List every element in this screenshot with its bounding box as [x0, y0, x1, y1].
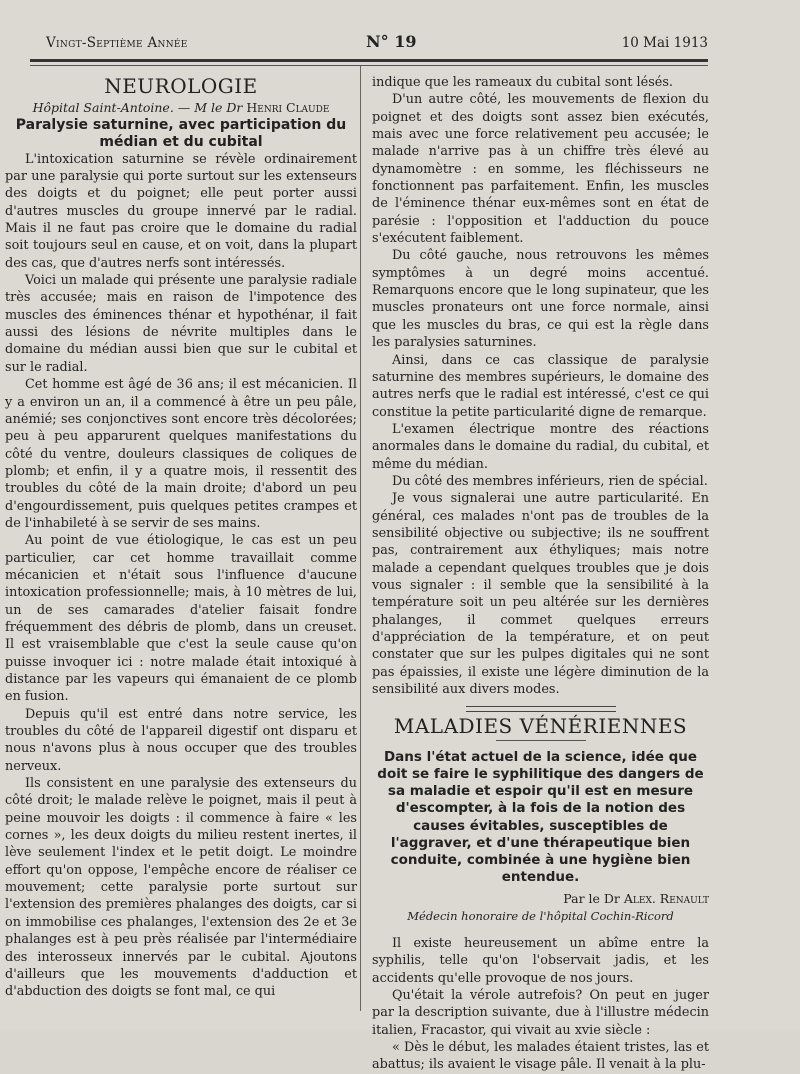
- article-title: Dans l'état actuel de la science, idée que doit se faire le syphilitique des dangers de sa maladie et espoir qu'il est en mesure d'escompter, à la fois de la notion des causes évitables, susceptibles de l'aggraver, et d'une thérapeutique bien conduite, combinée à une hygiène bien entendue.: [377, 748, 704, 886]
- volume-label: Vingt-Septième Année: [46, 35, 188, 51]
- paragraph: Ainsi, dans ce cas classique de paralysie saturnine des membres supérieurs, le domaine des autres nerfs que le radial est intéressé, c'est ce qui constitue la petite particularité digne de remarque.: [372, 352, 709, 420]
- paragraph: indique que les rameaux du cubital sont lésés.: [372, 75, 673, 90]
- paragraph: L'examen électrique montre des réactions anormales dans le domaine du radial, du cubital, et même du médian.: [372, 421, 709, 472]
- author-prefix: Par le Dr: [563, 891, 624, 907]
- paragraph: Du côté des membres inférieurs, rien de spécial.: [392, 473, 708, 489]
- article-title: Paralysie saturnine, avec participation du médian et du cubital: [15, 116, 347, 150]
- article-byline: [5, 99, 357, 116]
- author-name: Alex. Renault: [623, 891, 709, 907]
- section-separator: [466, 706, 616, 712]
- paragraph: D'un autre côté, les mouvements de flexion du poignet et des doigts sont assez bien exécutés, mais avec une force relativement peu accusée; le malade n'arrive pas à un chiffre très élevé au dynamomètre : en somme, les fléchisseurs ne fonctionnent pas parfaitement. Enfin, les muscles de l'éminence thénar eux-mêmes sont en état de parésie : l'opposition et l'adduction du pouce s'exécutent faiblement.: [372, 92, 709, 247]
- article-author: [372, 890, 709, 907]
- paragraph: Je vous signalerai une autre particularité. En général, ces malades n'ont pas de troubles de la sensibilité objective ou subjective; ils ne souffrent pas, contrairement aux éthyliques; mais notre malade a cependant quelques troubles que je dois vous signaler : il semble que la sensibilité à la température soit un peu altérée sur les dernières phalanges, il commet quelques erreurs d'appréciation de la température, et on peut constater que sur les pulpes digitales qui ne sont pas épaissies, il existe une légère diminution de la sensibilité aux divers modes.: [372, 491, 709, 698]
- byline-author: Henri Claude: [246, 100, 330, 116]
- byline-place: Hôpital Saint-Antoine.: [32, 100, 174, 116]
- byline-prefix: — M le Dr: [173, 100, 247, 116]
- header-rule-thin: [30, 65, 708, 66]
- section-title-neurologie: NEUROLOGIE: [104, 74, 258, 98]
- paragraph: Depuis qu'il est entré dans notre service, les troubles du côté de l'appareil digestif ont disparu et nous n'avons plus à nous occuper que des troubles nerveux.: [5, 706, 357, 774]
- right-column: [372, 74, 709, 1074]
- issue-date: 10 Mai 1913: [621, 35, 708, 51]
- paragraph: Au point de vue étiologique, le cas est un peu particulier, car cet homme travaillait comme mécanicien et n'était sous l'influence d'aucune intoxication professionnelle; mais, à 10 mètres de lui, un de ses camarades d'atelier faisait fondre fréquemment des débris de plomb, dans un creuset. Il est vraisemblable que c'est la seule cause qu'on puisse invoquer ici : notre malade était intoxiqué à distance par les vapeurs qui émanaient de ce plomb en fusion.: [5, 533, 357, 705]
- paragraph: Voici un malade qui présente une paralysie radiale très accusée; mais en raison de l'impotence des muscles des éminences thénar et hypothénar, il fait aussi des lésions de névrite multiples dans le domaine du médian aussi bien que sur le cubital et sur le radial.: [5, 273, 357, 375]
- left-column: [5, 74, 357, 1001]
- issue-number: N° 19: [366, 32, 417, 51]
- paragraph: Cet homme est âgé de 36 ans; il est mécanicien. Il y a environ un an, il a commencé à être un peu pâle, anémié; ses conjonctives sont encore très décolorées; peu à peu apparurent quelques manifestations du côté du ventre, douleurs classiques de coliques de plomb; et enfin, il y a quatre mois, il ressentit des troubles du côté de la main droite; d'abord un peu d'engourdissement, puis quelques petites crampes et de l'inhabileté à se servir de ses mains.: [5, 377, 357, 531]
- paragraph: Qu'était la vérole autrefois? On peut en juger par la description suivante, due à l'illustre médecin italien, Fracastor, qui vivait au xvie siècle :: [372, 988, 709, 1038]
- paragraph: Il existe heureusement un abîme entre la syphilis, telle qu'on l'observait jadis, et les accidents qu'elle provoque de nos jours.: [372, 936, 709, 986]
- page-header: [46, 32, 708, 54]
- paragraph: Du côté gauche, nous retrouvons les mêmes symptômes à un degré moins accentué. Remarquons encore que le long supinateur, que les muscles pronateurs ont une force normale, ainsi que les muscles du bras, ce qui est la règle dans les paralysies saturnines.: [372, 248, 709, 351]
- paragraph: Ils consistent en une paralysie des extenseurs du côté droit; le malade relève le poignet, mais il peut à peine mouvoir les doigts : il commence à faire « les cornes », les deux doigts du milieu restent inertes, il lève seulement l'index et le petit doigt. Le moindre effort qu'on oppose, l'empêche encore de réaliser ce mouvement; cette paralysie porte surtout sur l'extension des premières phalanges des doigts, car si on immobilise ces phalanges, l'extension des 2e et 3e phalanges est à peu près réalisée par l'intermédiaire des interosseux innervés par le cubital. Ajoutons d'ailleurs que les mouvements d'adduction et d'abduction des doigts se font mal, ce qui: [5, 776, 357, 1000]
- column-divider: [360, 66, 361, 1011]
- paragraph: L'intoxication saturnine se révèle ordinairement par une paralysie qui porte surtout sur les extenseurs des doigts et du poignet; elle peut porter aussi d'autres muscles du groupe innervé par le radial. Mais il ne faut pas croire que le domaine du radial soit toujours seul en cause, et on voit, dans la plupart des cas, que d'autres nerfs sont intéressés.: [5, 151, 357, 271]
- title-underline: [496, 740, 586, 741]
- paragraph: « Dès le début, les malades étaient tristes, las et abattus; ils avaient le visage pâle. Il venait à la plu-: [372, 1040, 709, 1073]
- section-title-maladies-veneriennes: MALADIES VÉNÉRIENNES: [393, 714, 688, 739]
- header-rule: [30, 59, 708, 62]
- author-affiliation: Médecin honoraire de l'hôpital Cochin-Ricord: [407, 908, 674, 923]
